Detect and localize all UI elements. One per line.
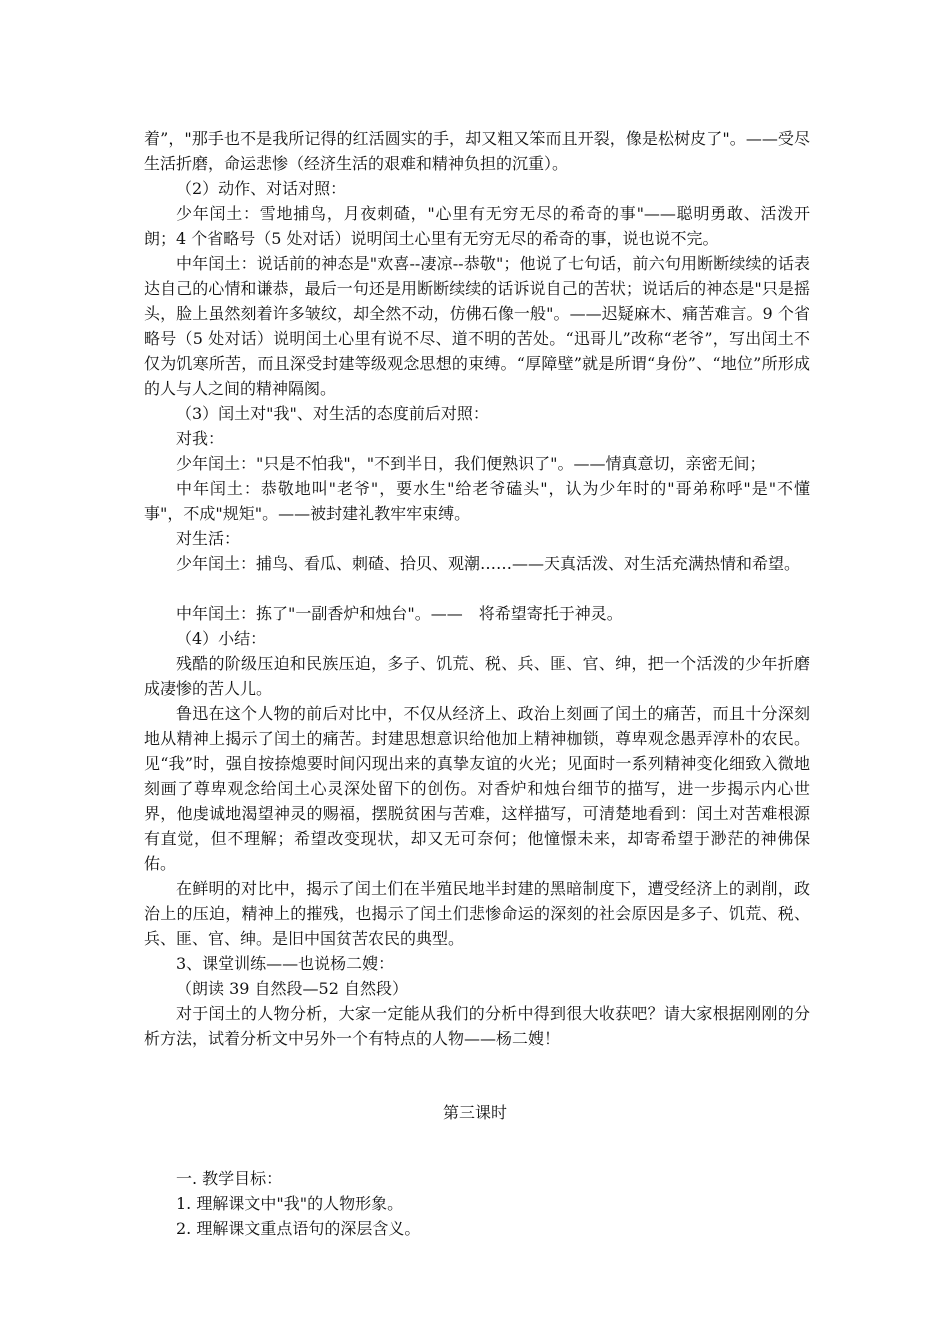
paragraph-6: 对我： bbox=[176, 429, 225, 448]
paragraph-18: 对于闰土的人物分析，大家一定能从我们的分析中得到很大收获吧？请大家根据刚刚的分析方法，试着分析文中另外一个有特点的人物——杨二嫂！ bbox=[144, 1004, 810, 1048]
section-title: 第三课时 bbox=[442, 1103, 507, 1122]
paragraph-14: 鲁迅在这个人物的前后对比中，不仅从经济上、政治上刻画了闰土的痛苦，而且十分深刻地从精神上揭示了闰土的痛苦。封建思想意识给他加上精神枷锁，尊卑观念愚弄淳朴的农民。见“我”时，强自按捺熄要时间闪现出来的真挚友谊的火光；见面时一系列精神变化细致入微地刻画了尊卑观念给闰土心灵深处留下的创伤。对香炉和烛台细节的描写，进一步揭示内心世界，他虔诚地渴望神灵的赐福，摆脱贫困与苦难，这样描写，可清楚地看到：闰土对苦难根源有直觉，但不理解；希望改变现状，却又无可奈何；他憧憬未来，却寄希望于渺茫的神佛保佑。 bbox=[144, 704, 810, 873]
paragraph-13: 残酷的阶级压迫和民族压迫，多子、饥荒、税、兵、匪、官、绅，把一个活泼的少年折磨成凄惨的苦人儿。 bbox=[144, 654, 810, 698]
paragraph-3: 少年闰土：雪地捕鸟，月夜刺碴，"心里有无穷无尽的希奇的事"——聪明勇敢、活泼开朗；4 个省略号（5 处对话）说明闰土心里有无穷无尽的希奇的事，说也说不完。 bbox=[144, 204, 810, 248]
paragraph-17: （朗读 39 自然段—52 自然段） bbox=[176, 979, 408, 998]
paragraph-4: 中年闰土：说话前的神态是"欢喜--凄凉--恭敬"；他说了七句话，前六句用断断续续的话表达自己的心情和谦恭，最后一句还是用断断续续的话诉说自己的苦状；说话后的神态是"只是摇头，脸上虽然刻着许多皱纹，却全然不动，仿佛石像一般"。——迟疑麻木、痛苦难言。9 个省略号（5 处对话）说明闰土心里有说不尽、道不明的苦处。“迅哥儿”改称“老爷”，写出闰土不仅为饥寒所苦，而且深受封建等级观念思想的束缚。“厚障壁”就是所谓“身份”、“地位”所形成的人与人之间的精神隔阂。 bbox=[144, 254, 810, 398]
paragraph-16: 3、课堂训练——也说杨二嫂： bbox=[176, 954, 395, 973]
paragraph-10: 少年闰土：捕鸟、看瓜、刺碴、拾贝、观潮……——天真活泼、对生活充满热情和希望。 bbox=[176, 554, 801, 573]
objective-item-1: 1. 理解课文中"我"的人物形象。 bbox=[176, 1194, 404, 1213]
paragraph-7: 少年闰土："只是不怕我"，"不到半日，我们便熟识了"。——情真意切，亲密无间； bbox=[176, 454, 766, 473]
paragraph-8: 中年闰土：恭敬地叫"老爷"，要水生"给老爷磕头"，认为少年时的"哥弟称呼"是"不懂事"，不成"规矩"。——被封建礼教牢牢束缚。 bbox=[144, 479, 810, 523]
paragraph-11: 中年闰土：拣了"一副香炉和烛台"。—— 将希望寄托于神灵。 bbox=[176, 604, 623, 623]
paragraph-1: 着”，"那手也不是我所记得的红活圆实的手，却又粗又笨而且开裂，像是松树皮了"。——受尽生活折磨，命运悲惨（经济生活的艰难和精神负担的沉重）。 bbox=[144, 129, 810, 173]
paragraph-15: 在鲜明的对比中，揭示了闰土们在半殖民地半封建的黑暗制度下，遭受经济上的剥削，政治上的压迫，精神上的摧残，也揭示了闰土们悲惨命运的深刻的社会原因是多子、饥荒、税、兵、匪、官、绅。是旧中国贫苦农民的典型。 bbox=[144, 879, 810, 948]
paragraph-9: 对生活： bbox=[176, 529, 241, 548]
objectives-heading: 一. 教学目标： bbox=[176, 1169, 283, 1188]
paragraph-5: （3）闰土对"我"、对生活的态度前后对照： bbox=[176, 404, 489, 423]
objective-item-2: 2. 理解课文重点语句的深层含义。 bbox=[176, 1219, 421, 1238]
paragraph-2: （2）动作、对话对照： bbox=[176, 179, 347, 198]
paragraph-12: （4）小结： bbox=[176, 629, 267, 648]
